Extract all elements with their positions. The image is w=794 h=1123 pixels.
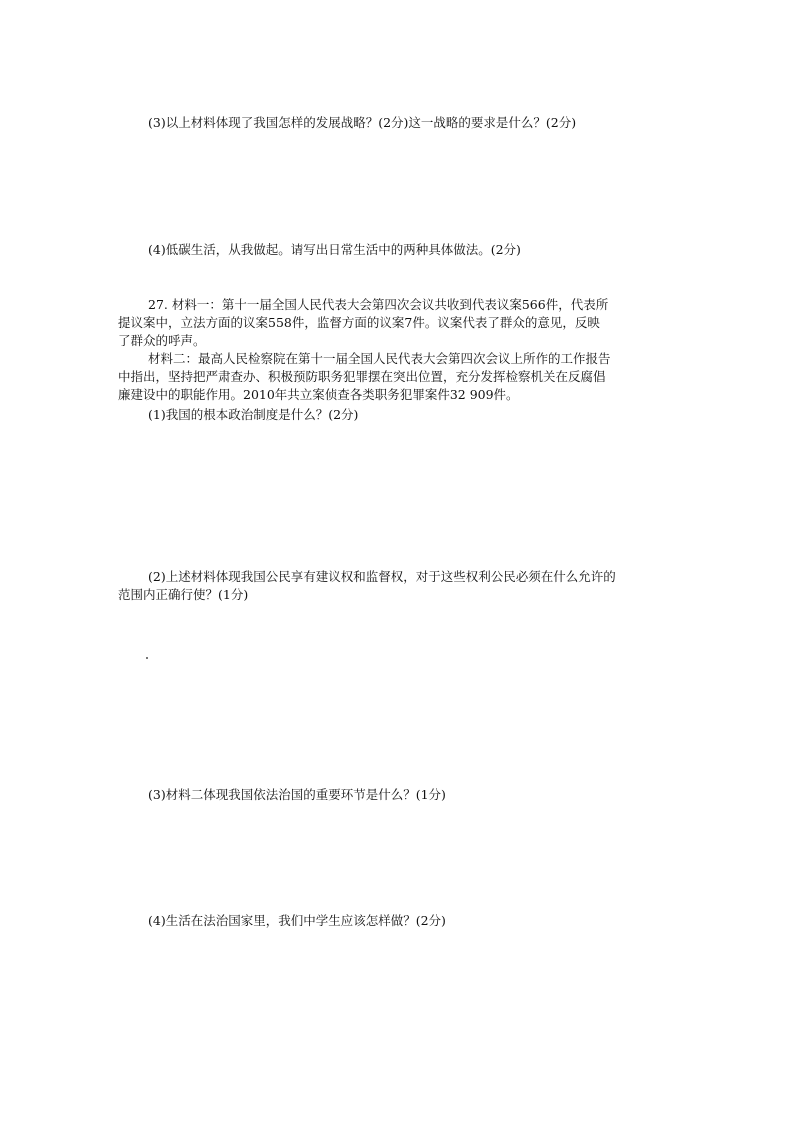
stray-dot-mark — [146, 657, 148, 659]
q27-question-3: (3)材料二体现我国依法治国的重要环节是什么？(1分) — [148, 787, 446, 802]
q27-question-2-line1: (2)上述材料体现我国公民享有建议权和监督权，对于这些权利公民必须在什么允许的 — [148, 569, 616, 584]
q27-material2-line3: 廉建设中的职能作用。2010年共立案侦查各类职务犯罪案件32 909件。 — [118, 387, 519, 402]
q27-material1-line3: 了群众的呼声。 — [118, 333, 206, 348]
q27-material1-line1: 27. 材料一：第十一届全国人民代表大会第四次会议共收到代表议案566件，代表所 — [148, 297, 609, 312]
q26-question-3: (3)以上材料体现了我国怎样的发展战略？(2分)这一战略的要求是什么？(2分) — [148, 115, 577, 130]
q27-question-4: (4)生活在法治国家里，我们中学生应该怎样做？(2分) — [148, 913, 446, 928]
q27-question-2-line2: 范围内正确行使？(1分) — [118, 587, 249, 602]
q27-material2-line1: 材料二：最高人民检察院在第十一届全国人民代表大会第四次会议上所作的工作报告 — [148, 351, 611, 366]
q27-material2-line2: 中指出，坚持把严肃查办、积极预防职务犯罪摆在突出位置，充分发挥检察机关在反腐倡 — [118, 369, 606, 384]
q27-material1-line2: 提议案中，立法方面的议案558件，监督方面的议案7件。议案代表了群众的意见，反映 — [118, 315, 600, 330]
q26-question-4: (4)低碳生活，从我做起。请写出日常生活中的两种具体做法。(2分) — [148, 242, 521, 257]
q27-question-1: (1)我国的根本政治制度是什么？(2分) — [148, 407, 359, 422]
